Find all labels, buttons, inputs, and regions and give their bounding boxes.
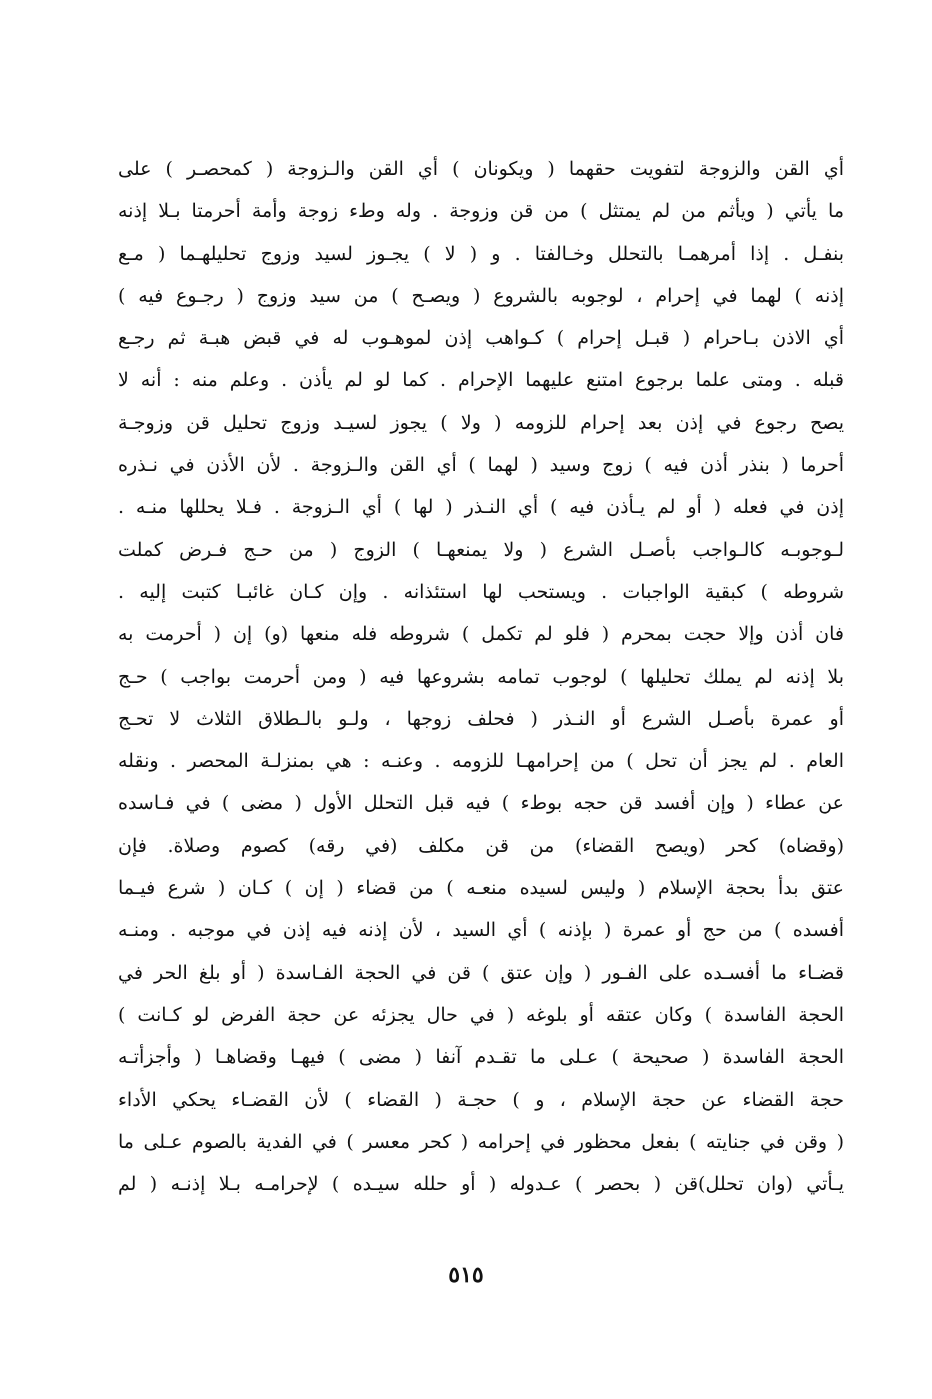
text-line: يصح رجوع في إذن بعد إحرام للزومه ( ولا ) يجوز لسيـد وزوج تحليل قن وزوجـة bbox=[118, 411, 844, 434]
text-line: إذن في فعله ( أو لم يـأذن فيه ) أي النـذر ( لها ) أي الـزوجة . فـلا يحللها منـه . bbox=[118, 496, 844, 519]
text-line: لـوجوبـه كالـواجب بأصـل الشرع ( ولا يمنعهـا ) الزوج ( من حـج فـرض كملت bbox=[118, 538, 844, 561]
text-line: أو عمرة بأصـل الشرع أو النـذر ( فحلف زوجها ، ولـو بالـطلاق الثلاث لا تحـج bbox=[118, 707, 844, 730]
text-line: (وقضاه) كحر (ويصح القضاء) من قن مكلف (في رقه) كصوم وصلاة. فإن bbox=[118, 834, 844, 857]
text-line: عتق بدأ بحجة الإسلام ( وليس لسيده منعـه ) من قضاء ( إن ) كـان ( شرع فيـما bbox=[118, 877, 844, 900]
text-line: أي الاذن بـاحرام ( قبـل إحرام ) كـواهب إذن لموهـوب له في قبض هبـة ثم رجـع bbox=[118, 327, 844, 350]
text-line: شروطه ) كبقية الواجبات . ويستحب لها استئذانه . وإن كـان غائبـا كتبت إليه . bbox=[118, 580, 844, 603]
text-line: قبله . ومتى علما برجوع امتنع عليهما الإحرام . كما لو لم يأذن . وعلم منه : أنه لا bbox=[118, 369, 844, 392]
text-line: العام . لم يجز أن تحل ) من إحرامهـا للزومه . وعنـه : هي بمنزلـة المحصر . ونقله bbox=[118, 750, 844, 773]
text-line: حجة القضاء عن حجة الإسلام ، و ) حجـة ( القضاء ) لأن القضـاء يحكي الأداء bbox=[118, 1088, 844, 1111]
text-line: عن عطاء ( وإن أفسد قن حجه بوطء ) فيه قبل التحلل الأول ( مضى ) في فـاسده bbox=[118, 792, 844, 815]
text-line: أي القن والزوجة لتفويت حقهما ( ويكونان ) أي القن والـزوجة ( كمحصـر ) على bbox=[118, 158, 844, 180]
text-line: الحجة الفاسدة ( صحيحة ) عـلى ما تقـدم آنفا ( مضى ) فيهـا وقضاهـا ( وأجزأتـه bbox=[118, 1046, 844, 1069]
text-line: بنفـل . إذا أمرهمـا بالتحلل وخـالفتا . و ( لا ) يجـوز لسيد وزوج تحليلهـما ( مـع bbox=[118, 242, 844, 265]
text-line: يـأتي (وان تحلل)قن ( بحصر ) عـدوله ( أو حلله سيـده ) لإحرامـه بـلا إذنـه ( لم bbox=[118, 1173, 844, 1196]
text-line: أحرما ( بنذر أذن فيه ) زوج وسيد ( لهما ) أي القن والـزوجة . لأن الأذن في نـذره bbox=[118, 454, 844, 477]
body-text bbox=[118, 148, 844, 1205]
text-line: الحجة الفاسدة ) وكان عتقه أو بلوغه ( في حال يجزئه عن حجة الفرض لو كـانت ) bbox=[118, 1003, 844, 1026]
text-line: ( وقن في جنايته ) بفعل محظور في إحرامه ( كحر معسر ) في الفدية بالصوم عـلى ما bbox=[118, 1130, 844, 1153]
text-line: ما يأتي ( ويأثم من لم يمتثل ) من قن وزوجة . وله وطء زوجة وأمة أحرمتا بـلا إذنه bbox=[118, 200, 844, 223]
page-number: ٥١٥ bbox=[448, 1262, 484, 1288]
text-line: بلا إذنه لم يملك تحليلها ) لوجوب تمامه بشروعها فيه ( ومن أحرمت بواجب ) حـج bbox=[118, 665, 844, 688]
text-line: أفسده ) من حج أو عمرة ( بإذنه ) أي السيد ، لأن إذنه فيه إذن في موجبه . ومنـه bbox=[118, 919, 844, 942]
text-line: قضـاء ما أفسـده على الفـور ( وإن عتق ) قن في الحجة الفـاسدة ( أو بلغ الحر في bbox=[118, 961, 844, 984]
text-line: إذنه ) لهما في إحرام ، لوجوبه بالشروع ( ويصـح ) من سيد وزوج ( رجـوع فيه ) bbox=[118, 284, 844, 307]
text-line: فان أذن وإلا حجت بمحرم ( فلو لم تكمل ) شروطه فله منعها (و) إن ( أحرمت به bbox=[118, 623, 844, 646]
